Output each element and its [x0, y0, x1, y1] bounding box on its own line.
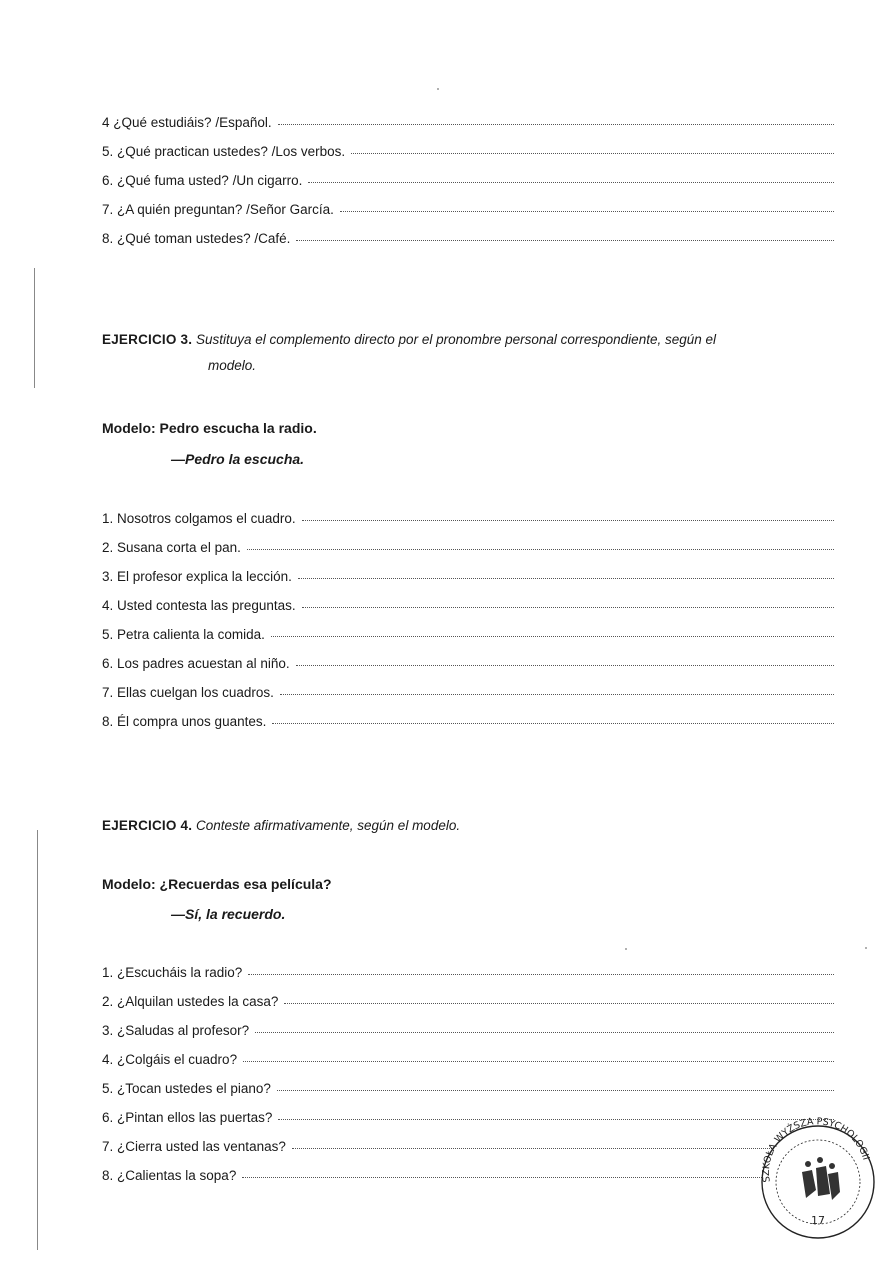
list-item: 2. Susana corta el pan. — [102, 539, 834, 557]
list-item: 6. ¿Pintan ellos las puertas? — [102, 1109, 834, 1127]
list-item: 4. Usted contesta las preguntas. — [102, 597, 834, 615]
list-item: 7. ¿Cierra usted las ventanas? — [102, 1138, 834, 1156]
svg-text:SZKOŁA WYŻSZA PSYCHOLOGII: SZKOŁA WYŻSZA PSYCHOLOGII — [760, 1116, 872, 1184]
library-stamp — [752, 1094, 884, 1254]
model-answer: —Sí, la recuerdo. — [171, 906, 286, 922]
list-item: 6. Los padres acuestan al niño. — [102, 655, 834, 673]
exercise-4-heading — [102, 813, 837, 839]
list-item: 1. Nosotros colgamos el cuadro. — [102, 510, 834, 528]
list-item: 8. ¿Qué toman ustedes? /Café. — [102, 230, 834, 248]
model-sentence: Modelo: ¿Recuerdas esa película? — [102, 876, 332, 892]
list-item: 8. ¿Calientas la sopa? — [102, 1167, 834, 1185]
margin-mark — [37, 830, 38, 1250]
model-answer: —Pedro la escucha. — [171, 451, 305, 467]
list-item: 6. ¿Qué fuma usted? /Un cigarro. — [102, 172, 834, 190]
exercise-instruction: Sustituya el complemento directo por el pronombre personal correspondiente, según el — [195, 332, 716, 347]
list-item: 3. El profesor explica la lección. — [102, 568, 834, 586]
list-item: 7. ¿A quién preguntan? /Señor García. — [102, 201, 834, 219]
exercise-label: EJERCICIO 4. — [102, 818, 193, 833]
speck — [625, 948, 627, 950]
exercise-instruction: Conteste afirmativamente, según el modelo. — [195, 818, 461, 833]
margin-mark — [34, 268, 35, 388]
list-item: 5. Petra calienta la comida. — [102, 626, 834, 644]
exercise-3-heading — [102, 327, 837, 379]
list-item: 3. ¿Saludas al profesor? — [102, 1022, 834, 1040]
model-sentence: Modelo: Pedro escucha la radio. — [102, 420, 317, 436]
list-item: 4 ¿Qué estudiáis? /Español. — [102, 114, 834, 132]
stamp-number: 17 — [811, 1214, 825, 1227]
list-item: 7. Ellas cuelgan los cuadros. — [102, 684, 834, 702]
exercise-instruction-cont: modelo. — [208, 358, 257, 373]
list-item: 2. ¿Alquilan ustedes la casa? — [102, 993, 834, 1011]
list-item: 5. ¿Tocan ustedes el piano? — [102, 1080, 834, 1098]
speck — [437, 88, 439, 90]
exercise-label: EJERCICIO 3. — [102, 332, 193, 347]
list-item: 4. ¿Colgáis el cuadro? — [102, 1051, 834, 1069]
list-item: 5. ¿Qué practican ustedes? /Los verbos. — [102, 143, 834, 161]
list-item: 8. Él compra unos guantes. — [102, 713, 834, 731]
speck — [865, 947, 867, 949]
list-item: 1. ¿Escucháis la radio? — [102, 964, 834, 982]
